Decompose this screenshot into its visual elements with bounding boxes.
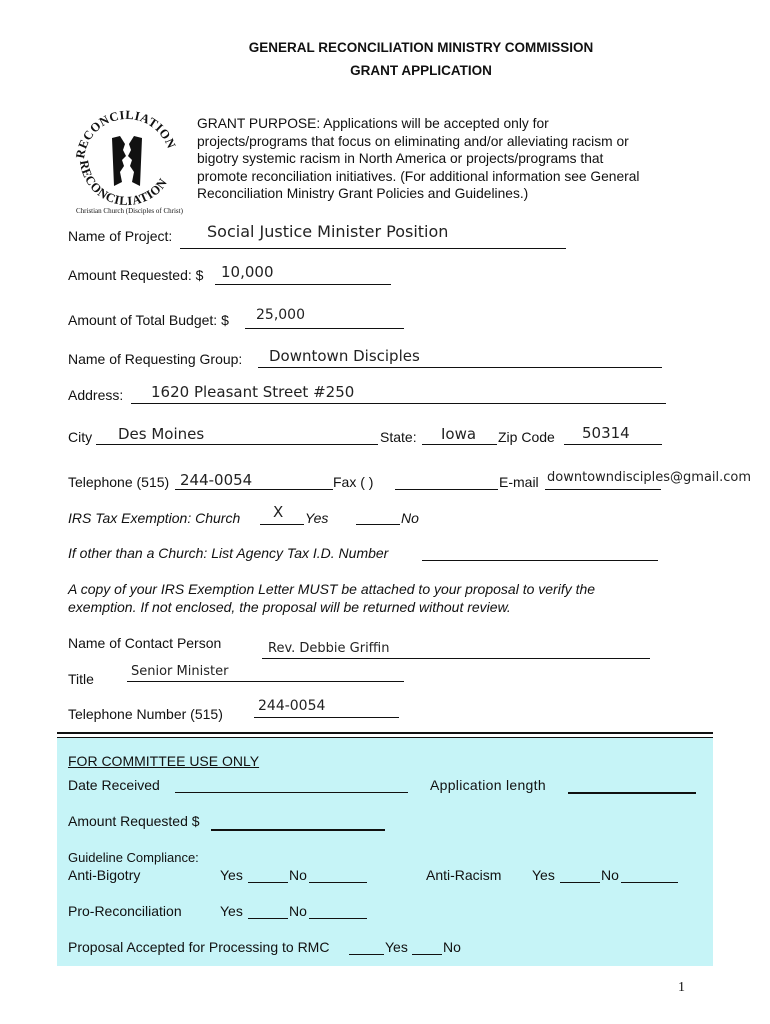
- title-label: Title: [68, 671, 94, 687]
- pro-reconciliation-no-line[interactable]: [309, 918, 367, 919]
- pro-reconciliation-yes-line[interactable]: [248, 918, 288, 919]
- contact-phone-line: [254, 717, 399, 718]
- accepted-no-line[interactable]: [412, 954, 442, 955]
- title-input[interactable]: Senior Minister: [131, 664, 229, 679]
- form-subtitle: GRANT APPLICATION: [350, 63, 492, 78]
- contact-input[interactable]: Rev. Debbie Griffin: [268, 641, 390, 656]
- address-line: [131, 403, 666, 404]
- logo-caption: Christian Church (Disciples of Christ): [76, 207, 183, 215]
- zip-line: [564, 444, 662, 445]
- email-label: E-mail: [499, 474, 539, 490]
- amount-input[interactable]: 10,000: [221, 263, 274, 281]
- faces-icon: [112, 136, 142, 186]
- committee-amount-line[interactable]: [211, 829, 385, 831]
- application-length-line[interactable]: [568, 792, 696, 794]
- fax-label: Fax ( ): [333, 474, 374, 490]
- phone-line: [175, 489, 333, 490]
- state-line: [422, 444, 497, 445]
- anti-bigotry-yes-line[interactable]: [248, 882, 288, 883]
- agency-line[interactable]: [422, 560, 658, 561]
- project-line: [180, 248, 566, 249]
- zip-label: Zip Code: [498, 429, 555, 445]
- contact-phone-label: Telephone Number (515): [68, 706, 223, 722]
- anti-bigotry-no-line[interactable]: [309, 882, 367, 883]
- amount-line: [215, 284, 391, 285]
- phone-label: Telephone (515): [68, 474, 170, 490]
- address-input[interactable]: 1620 Pleasant Street #250: [151, 383, 355, 401]
- anti-racism-yes-label: Yes: [532, 867, 555, 883]
- contact-label: Name of Contact Person: [68, 635, 222, 651]
- irs-no-label: No: [401, 510, 419, 526]
- anti-racism-no-line[interactable]: [621, 882, 678, 883]
- project-label: Name of Project:: [68, 228, 173, 244]
- logo-bottom-text: RECONCILIATION: [76, 159, 171, 209]
- email-line: [545, 489, 661, 490]
- anti-bigotry-label: Anti-Bigotry: [68, 867, 141, 883]
- purpose-line: GRANT PURPOSE: Applications will be accepted only for: [197, 116, 549, 131]
- irs-yes-label: Yes: [305, 510, 329, 526]
- date-received-label: Date Received: [68, 777, 160, 793]
- zip-input[interactable]: 50314: [582, 424, 630, 442]
- project-input[interactable]: Social Justice Minister Position: [207, 222, 449, 241]
- purpose-line: bigotry systemic racism in North America or projects/programs that: [197, 151, 604, 166]
- email-input[interactable]: downtowndisciples@gmail.com: [547, 470, 752, 485]
- irs-no-line[interactable]: [356, 524, 400, 525]
- group-line: [258, 367, 662, 368]
- date-received-line[interactable]: [175, 792, 408, 793]
- anti-racism-label: Anti-Racism: [426, 867, 502, 883]
- section-divider: [57, 732, 713, 734]
- purpose-line: Reconciliation Ministry Grant Policies and Guidelines.): [197, 186, 529, 201]
- city-line: [96, 444, 378, 445]
- irs-yes-mark[interactable]: X: [273, 503, 284, 521]
- state-label: State:: [380, 429, 417, 445]
- logo-top-text: RECONCILIATION: [73, 107, 179, 160]
- amount-label: Amount Requested: $: [68, 267, 204, 283]
- contact-phone-input[interactable]: 244-0054: [258, 698, 326, 714]
- anti-racism-yes-line[interactable]: [560, 882, 600, 883]
- budget-input[interactable]: 25,000: [256, 307, 305, 323]
- notice-line: A copy of your IRS Exemption Letter MUST be attached to your proposal to verify the: [68, 581, 596, 597]
- purpose-line: promote reconciliation initiatives. (For additional information see General: [197, 168, 640, 184]
- budget-line: [245, 328, 404, 329]
- group-input[interactable]: Downtown Disciples: [269, 347, 420, 365]
- budget-label: Amount of Total Budget: $: [68, 312, 229, 328]
- guideline-label: Guideline Compliance:: [68, 850, 199, 865]
- purpose-line: projects/programs that focus on eliminating and/or alleviating racism or: [197, 133, 629, 149]
- phone-input[interactable]: 244-0054: [180, 471, 253, 489]
- city-label: City: [68, 429, 93, 445]
- pro-reconciliation-no-label: No: [289, 903, 307, 919]
- irs-yes-line: [260, 524, 304, 525]
- fax-line: [395, 489, 498, 490]
- agency-label: If other than a Church: List Agency Tax I.D. Number: [68, 545, 389, 561]
- address-label: Address:: [68, 387, 124, 403]
- committee-heading: FOR COMMITTEE USE ONLY: [68, 753, 260, 769]
- form-title: GENERAL RECONCILIATION MINISTRY COMMISSION: [248, 40, 594, 55]
- accepted-yes-label: Yes: [385, 939, 408, 955]
- application-length-label: Application length: [430, 777, 546, 793]
- contact-line: [262, 658, 650, 659]
- svg-text:RECONCILIATION: [73, 108, 179, 160]
- accepted-yes-line[interactable]: [349, 954, 384, 955]
- accepted-label: Proposal Accepted for Processing to RMC: [68, 939, 330, 955]
- pro-reconciliation-label: Pro-Reconciliation: [68, 903, 182, 919]
- notice-line: exemption. If not enclosed, the proposal will be returned without review.: [68, 599, 511, 615]
- anti-bigotry-yes-label: Yes: [220, 867, 243, 883]
- city-input[interactable]: Des Moines: [118, 425, 205, 443]
- pro-reconciliation-yes-label: Yes: [220, 903, 243, 919]
- reconciliation-logo: [62, 100, 192, 220]
- anti-bigotry-no-label: No: [289, 867, 307, 883]
- committee-amount-label: Amount Requested $: [68, 813, 200, 829]
- grant-purpose: [197, 115, 697, 203]
- irs-label: IRS Tax Exemption: Church: [68, 510, 241, 526]
- title-line: [127, 681, 404, 682]
- page-number: 1: [678, 980, 685, 995]
- state-input[interactable]: Iowa: [441, 425, 477, 443]
- accepted-no-label: No: [443, 939, 461, 955]
- anti-racism-no-label: No: [601, 867, 619, 883]
- group-label: Name of Requesting Group:: [68, 351, 243, 367]
